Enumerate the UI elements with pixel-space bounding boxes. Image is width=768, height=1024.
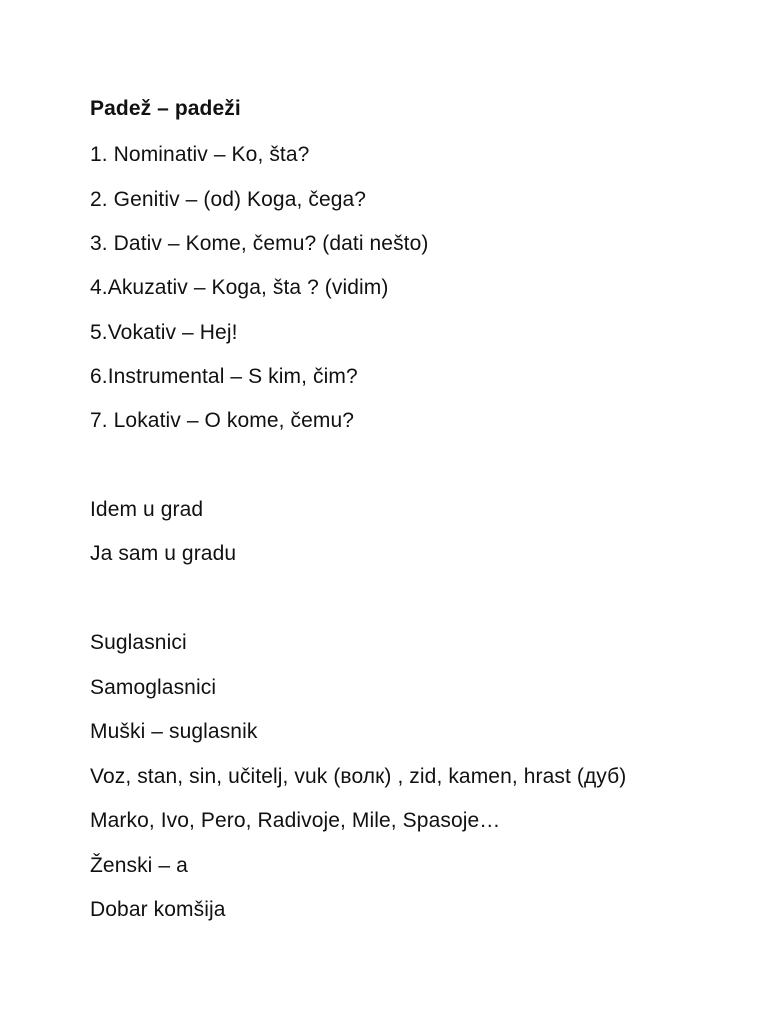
case-item: 4.Akuzativ – Koga, šta ? (vidim) (90, 276, 389, 299)
case-item: 6.Instrumental – S kim, čim? (90, 365, 358, 388)
note-line: Ženski – a (90, 854, 188, 877)
note-line: Marko, Ivo, Pero, Radivoje, Mile, Spasoje… (90, 809, 501, 832)
case-item: 2. Genitiv – (od) Koga, čega? (90, 188, 367, 211)
case-item: 5.Vokativ – Hej! (90, 321, 238, 344)
case-item: 3. Dativ – Kome, čemu? (dati nešto) (90, 232, 429, 255)
note-line: Samoglasnici (90, 676, 217, 699)
example-line: Idem u grad (90, 498, 204, 521)
case-item: 7. Lokativ – O kome, čemu? (90, 409, 355, 432)
note-line: Suglasnici (90, 631, 187, 654)
note-line: Voz, stan, sin, učitelj, vuk (волк) , zid, kamen, hrast (дуб) (90, 765, 627, 788)
note-line: Dobar komšija (90, 898, 226, 921)
example-line: Ja sam u gradu (90, 542, 237, 565)
document-title: Padež – padeži (90, 97, 241, 120)
case-item: 1. Nominativ – Ko, šta? (90, 143, 310, 166)
note-line: Muški – suglasnik (90, 720, 258, 743)
